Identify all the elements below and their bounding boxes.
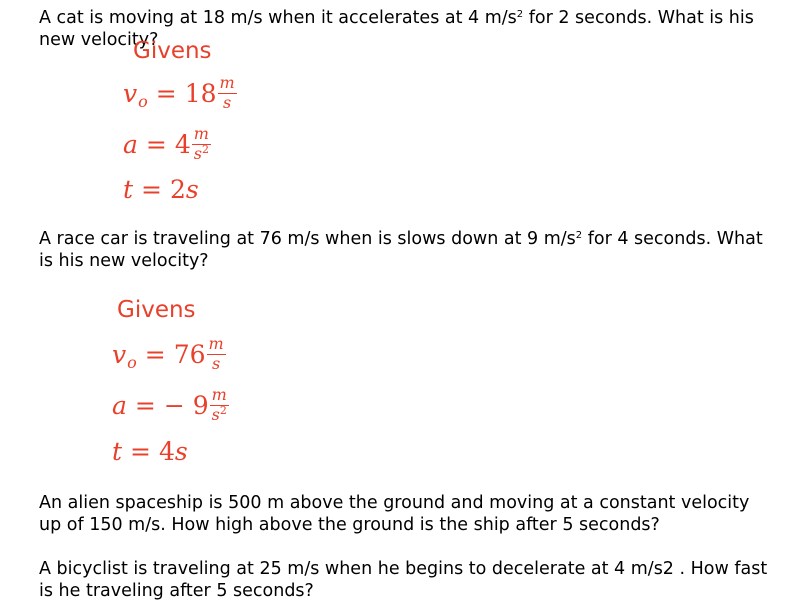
unit-denominator [212, 355, 220, 373]
problem-2-exponent: 2 [575, 230, 583, 241]
unit-fraction [210, 384, 229, 424]
unit-numerator: m [211, 384, 227, 404]
unit-denominator [223, 94, 231, 112]
givens-1-time [123, 164, 199, 214]
unit-s: s [193, 143, 202, 163]
variable-v: v [112, 339, 127, 369]
givens-1-acceleration [123, 119, 211, 169]
value: 18 [184, 78, 217, 108]
unit-s: s [223, 92, 232, 112]
unit-denominator [211, 403, 227, 424]
unit-fraction [218, 72, 237, 112]
value: 4 [174, 129, 191, 159]
problem-2-text-rest: for 4 seconds. What is his new velocity? [39, 229, 763, 271]
unit-s: s [212, 353, 221, 373]
problem-4-text: A bicyclist is traveling at 25 m/s when he begins to decelerate at 4 m/s2 . How fast is he traveling after 5 seconds? [39, 559, 768, 601]
equals-sign: = [130, 436, 151, 466]
givens-title-1: Givens [133, 38, 212, 64]
variable-a: a [112, 390, 127, 420]
problem-2-text [39, 228, 769, 272]
unit-s: s [174, 436, 188, 466]
variable-t: t [123, 174, 134, 204]
givens-title-2: Givens [117, 297, 196, 323]
problem-3-text: An alien spaceship is 500 m above the ground and moving at a constant velocity up of 150 m/s. How high above the ground is the ship after 5 seconds? [39, 493, 750, 535]
subscript-o: o [127, 352, 137, 372]
equals-sign: = [141, 174, 162, 204]
value: 76 [173, 339, 206, 369]
unit-numerator: m [193, 123, 209, 143]
givens-2-acceleration [112, 380, 229, 430]
variable-v: v [123, 78, 138, 108]
problem-1-exponent: 2 [516, 9, 524, 20]
givens-1-initial-velocity [123, 68, 237, 118]
unit-denominator [193, 142, 209, 163]
equals-sign: = [134, 390, 156, 420]
value: − 9 [163, 390, 209, 420]
unit-s: s [185, 174, 199, 204]
unit-exponent: 2 [201, 142, 209, 156]
value: 2 [170, 174, 186, 204]
problem-1-text-rest: for 2 seconds. What is his new velocity? [39, 8, 754, 50]
unit-exponent: 2 [219, 403, 227, 417]
subscript-o: o [138, 91, 148, 111]
unit-s: s [211, 404, 220, 424]
problem-2-text-part: A race car is traveling at 76 m/s when is slows down at 9 m/s [39, 229, 576, 249]
variable-t: t [112, 436, 123, 466]
unit-fraction [207, 333, 226, 373]
value: 4 [159, 436, 175, 466]
givens-2-time [112, 426, 188, 476]
variable-a: a [123, 129, 138, 159]
unit-fraction [192, 123, 211, 163]
unit-numerator: m [208, 333, 224, 353]
unit-numerator: m [219, 72, 235, 92]
equals-sign: = [145, 129, 167, 159]
problem-1-text-part: A cat is moving at 18 m/s when it accelerates at 4 m/s [39, 8, 517, 28]
givens-2-initial-velocity [112, 329, 226, 379]
equals-sign: = [155, 78, 177, 108]
equals-sign: = [144, 339, 166, 369]
